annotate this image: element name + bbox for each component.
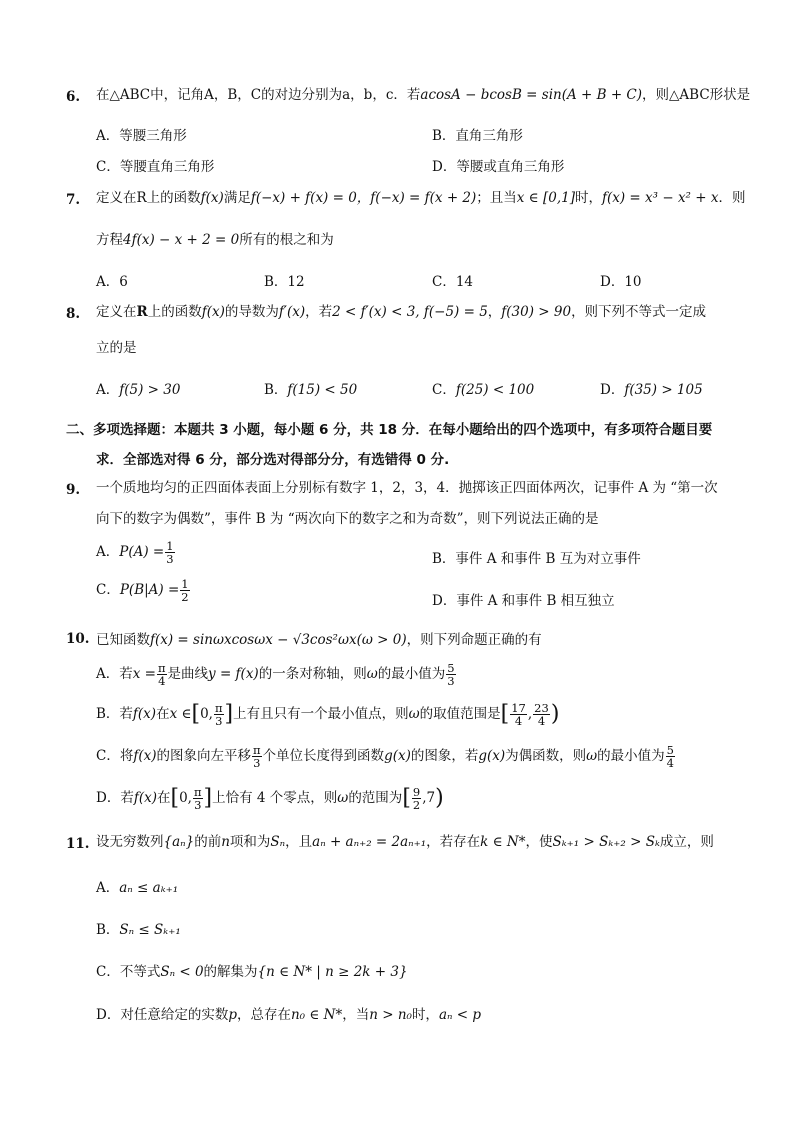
question-9-option-a: A．P(A) = $\frac{1}{3}$ <box>96 539 174 567</box>
question-8-stem: 定义在R上的函数f(x)的导数为f′(x)，若2 < f′(x) < 3, f(−5) = 5，f(30) > 90，则下列不等式一定成 <box>96 304 707 320</box>
question-9-stem-line2: 向下的数字为偶数”，事件 B 为 “两次向下的数字之和为奇数”，则下列说法正确的是 <box>96 511 599 527</box>
question-11-option-a: A．aₙ ≤ aₖ₊₁ <box>96 880 179 896</box>
question-10-number: 10. <box>66 631 90 647</box>
question-11-number: 11. <box>66 836 90 852</box>
question-10-option-a: A．若x = $\frac{\pi}{4}$ 是曲线y = f(x)的一条对称轴，则ω的最小值为 $\frac{5}{3}$ <box>96 661 455 689</box>
question-6-stem: 在△ABC中，记角A，B，C的对边分别为a，b，c．若acosA − bcosB = sin(A + B + C)，则△ABC形状是 <box>96 87 751 103</box>
question-11-option-c: C．不等式Sₙ < 0的解集为{n ∈ N* | n ≥ 2k + 3} <box>96 964 408 980</box>
question-6-option-c: C．等腰直角三角形 <box>96 159 215 175</box>
question-7-number: 7. <box>66 192 81 208</box>
question-10-option-c: C．将f(x)的图象向左平移 $\frac{\pi}{3}$ 个单位长度得到函数g(x)的图象，若g(x)为偶函数，则ω的最小值为 $\frac{5}{4}$ <box>96 743 674 771</box>
question-10-option-b: B．若f(x)在x ∈[0, $\frac{\pi}{3}$ ]上有且只有一个最小值点，则ω的取值范围是[ $\frac{17}{4}$ , $\frac{23}{4}$ ) <box>96 701 560 729</box>
section-2-heading-line2: 求．全部选对得 6 分，部分选对得部分分，有选错得 0 分. <box>96 452 450 468</box>
section-2-heading: 二、多项选择题：本题共 3 小题，每小题 6 分，共 18 分．在每小题给出的四个选项中，有多项符合题目要 <box>66 422 713 438</box>
question-6-number: 6. <box>66 89 81 105</box>
question-9-stem: 一个质地均匀的正四面体表面上分别标有数字 1，2，3，4．抛掷该正四面体两次，记事件 A 为 “第一次 <box>96 480 718 496</box>
question-11-stem: 设无穷数列{aₙ}的前n项和为Sₙ，且aₙ + aₙ₊₂ = 2aₙ₊₁，若存在k ∈ N*，使Sₖ₊₁ > Sₖ₊₂ > Sₖ成立，则 <box>96 834 714 850</box>
question-10-stem: 已知函数f(x) = sinωxcosωx − √3cos²ωx(ω > 0)，则下列命题正确的有 <box>96 632 542 648</box>
question-11-option-b: B．Sₙ ≤ Sₖ₊₁ <box>96 922 181 938</box>
question-6-option-b: B．直角三角形 <box>432 128 523 144</box>
question-8-option-b: B．f(15) < 50 <box>264 382 358 398</box>
question-7-option-b: B．12 <box>264 274 305 290</box>
question-7-stem-line2: 方程4f(x) − x + 2 = 0所有的根之和为 <box>96 232 334 248</box>
question-9-number: 9. <box>66 482 81 498</box>
question-9-option-b: B．事件 A 和事件 B 互为对立事件 <box>432 551 641 567</box>
question-6-option-d: D．等腰或直角三角形 <box>432 159 565 175</box>
question-6-option-a: A．等腰三角形 <box>96 128 187 144</box>
question-10-option-d: D．若f(x)在[0, $\frac{\pi}{3}$ ]上恰有 4 个零点，则ω的范围为[ $\frac{9}{2}$ ,7) <box>96 785 444 813</box>
question-8-number: 8. <box>66 306 81 322</box>
question-7-option-d: D．10 <box>600 274 642 290</box>
question-8-option-c: C．f(25) < 100 <box>432 382 535 398</box>
question-8-option-d: D．f(35) > 105 <box>600 382 703 398</box>
question-7-stem: 定义在R上的函数f(x)满足f(−x) + f(x) = 0，f(−x) = f(x + 2)；且当x ∈ [0,1]时，f(x) = x³ − x² + x．则 <box>96 190 746 206</box>
question-7-option-a: A．6 <box>96 274 128 290</box>
question-7-option-c: C．14 <box>432 274 474 290</box>
question-8-option-a: A．f(5) > 30 <box>96 382 181 398</box>
question-8-stem-line2: 立的是 <box>96 340 137 356</box>
question-9-option-c: C．P(B|A) = $\frac{1}{2}$ <box>96 577 189 605</box>
question-9-option-d: D．事件 A 和事件 B 相互独立 <box>432 593 615 609</box>
question-11-option-d: D．对任意给定的实数p，总存在n₀ ∈ N*，当n > n₀时，aₙ < p <box>96 1007 481 1023</box>
